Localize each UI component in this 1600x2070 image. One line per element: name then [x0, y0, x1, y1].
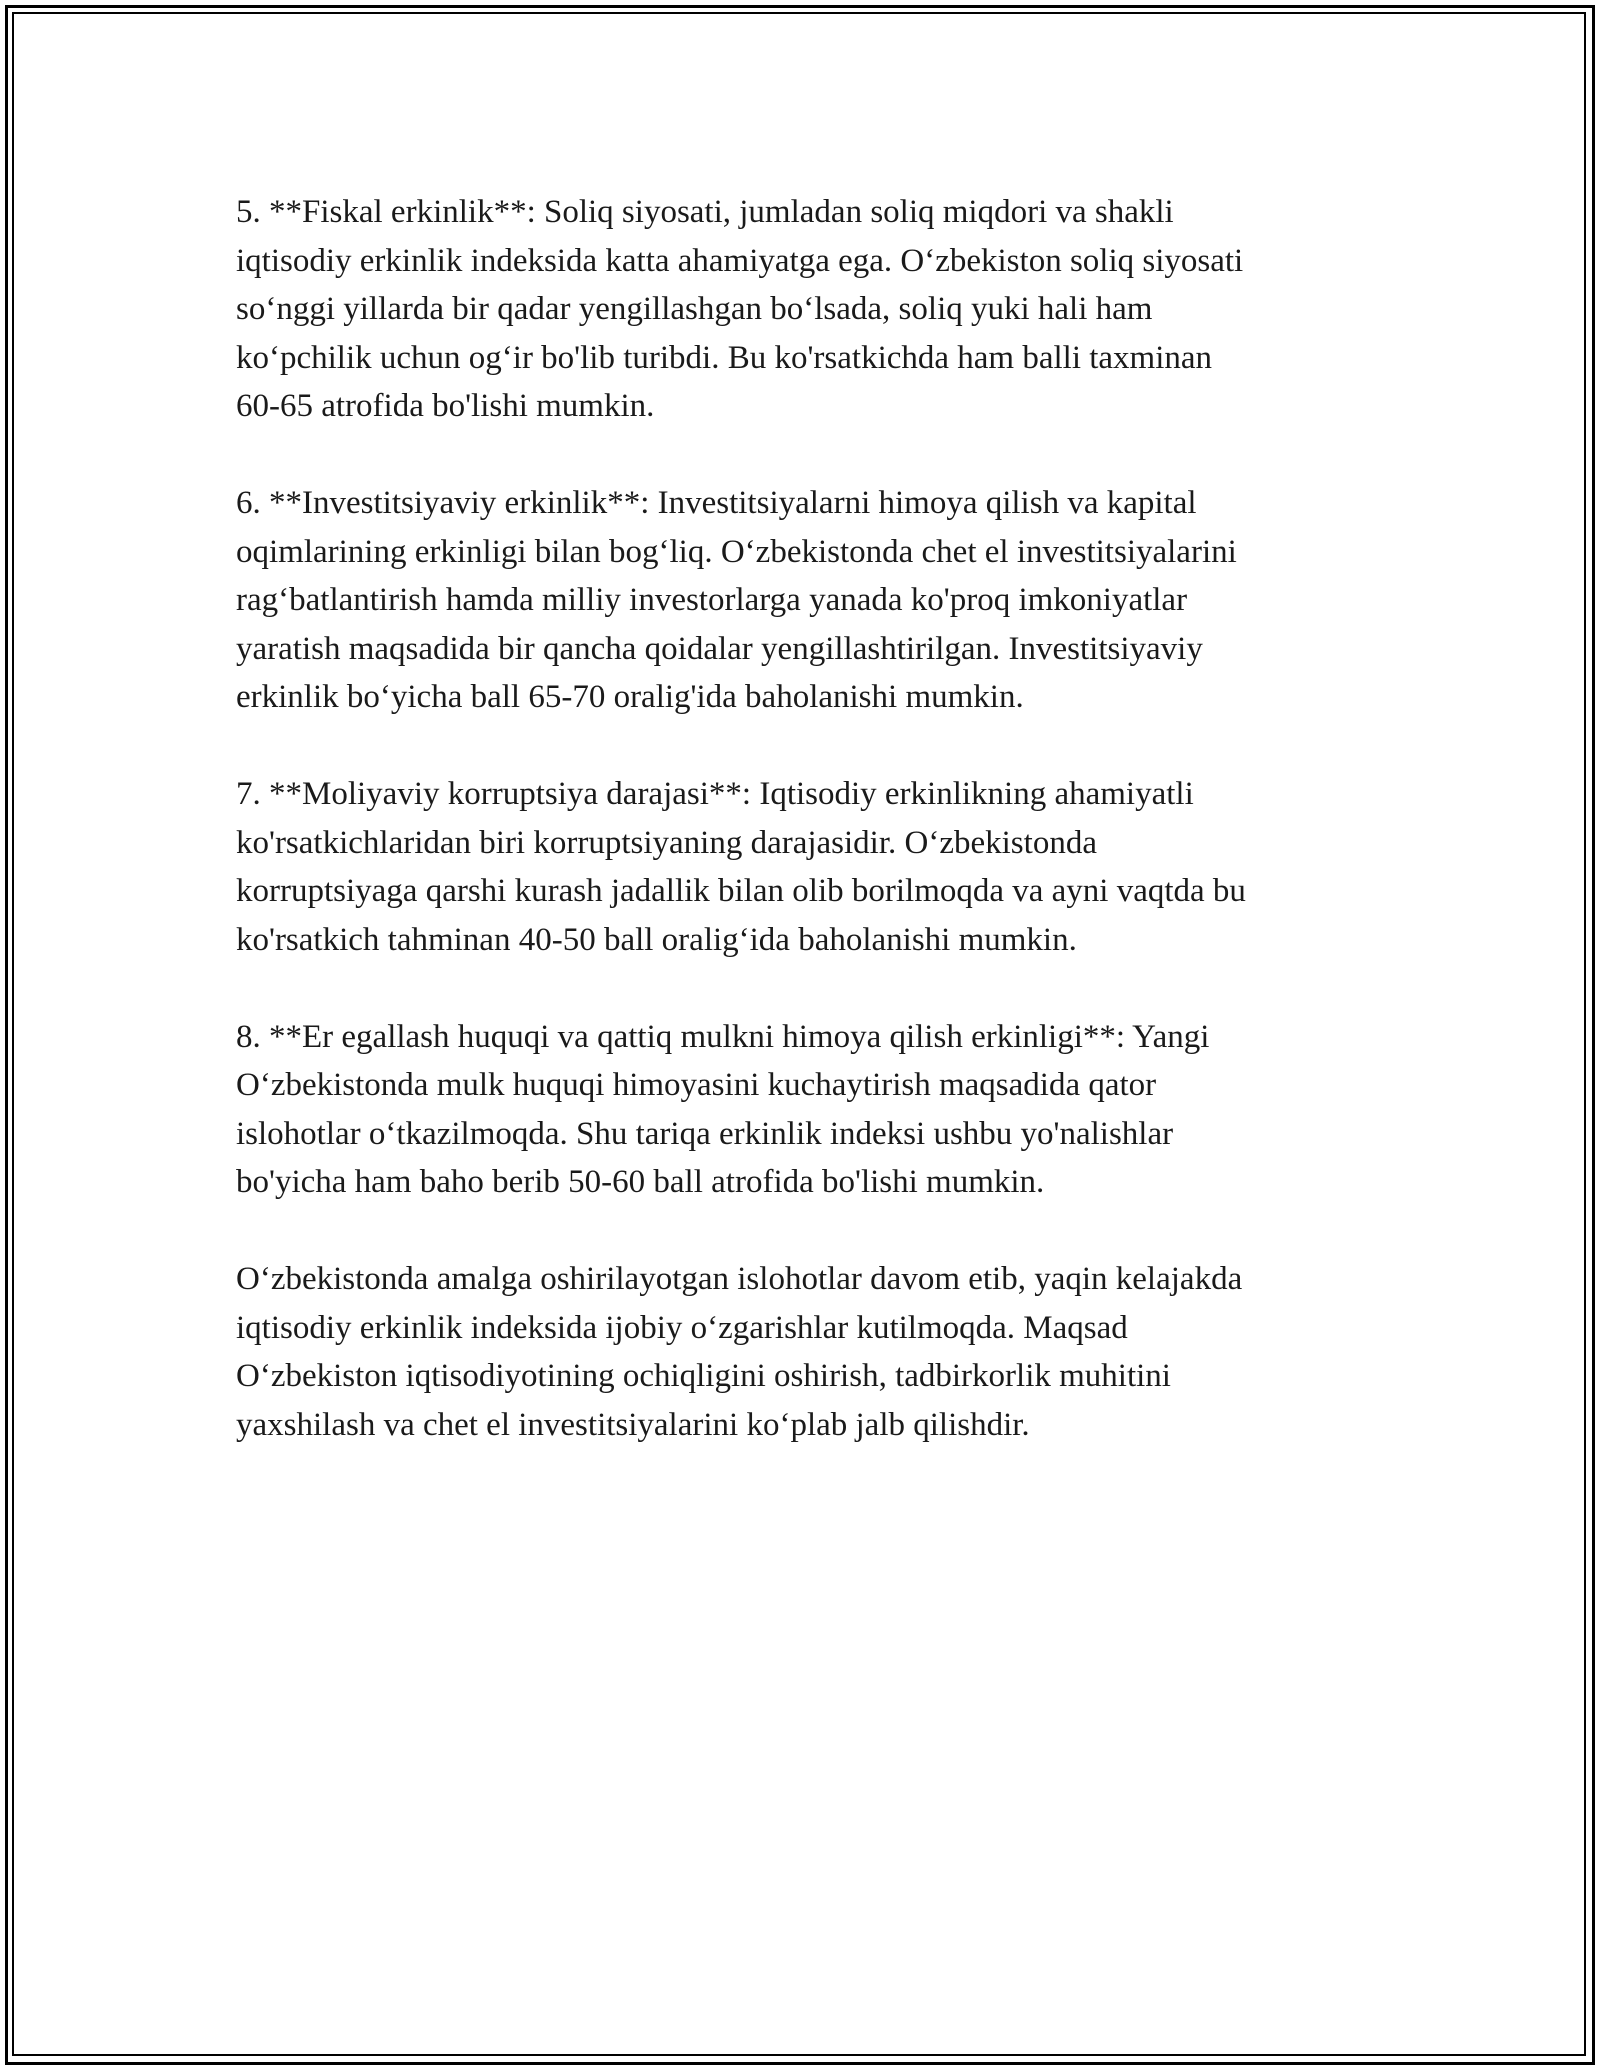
paragraph-corruption-level: 7. **Moliyaviy korruptsiya darajasi**: Iqtisodiy erkinlikning ahamiyatli ko'rsatkichlaridan biri korruptsiyaning darajasidir. O‘zbekistonda korruptsiyaga qarshi kurash jadallik bilan olib borilmoqda va ayni vaqtda bu ko'rsatkich tahminan 40-50 ball oralig‘ida baholanishi mumkin. — [236, 776, 1246, 958]
document-body — [236, 188, 1386, 1498]
paragraph-investment-freedom: 6. **Investitsiyaviy erkinlik**: Investitsiyalarni himoya qilish va kapital oqimlarining erkinligi bilan bog‘liq. O‘zbekistonda chet el investitsiyalarini rag‘batlantirish hamda milliy investorlarga yanada ko'proq imkoniyatlar yaratish maqsadida bir qancha qoidalar yengillashtirilgan. Investitsiyaviy erkinlik bo‘yicha ball 65-70 oralig'ida baholanishi mumkin. — [236, 485, 1237, 715]
paragraph-conclusion: O‘zbekistonda amalga oshirilayotgan islohotlar davom etib, yaqin kelajakda iqtisodiy erkinlik indeksida ijobiy o‘zgarishlar kutilmoqda. Maqsad O‘zbekiston iqtisodiyotining ochiqligini oshirish, tadbirkorlik muhitini yaxshilash va chet el investitsiyalarini ko‘plab jalb qilishdir. — [236, 1261, 1243, 1443]
paragraph-property-rights: 8. **Er egallash huquqi va qattiq mulkni himoya qilish erkinligi**: Yangi O‘zbekistonda mulk huquqi himoyasini kuchaytirish maqsadida qator islohotlar o‘tkazilmoqda. Shu tariqa erkinlik indeksi ushbu yo'nalishlar bo'yicha ham baho berib 50-60 ball atrofida bo'lishi mumkin. — [236, 1018, 1210, 1200]
paragraph-fiscal-freedom: 5. **Fiskal erkinlik**: Soliq siyosati, jumladan soliq miqdori va shakli iqtisodiy erkinlik indeksida katta ahamiyatga ega. O‘zbekiston soliq siyosati so‘nggi yillarda bir qadar yengillashgan bo‘lsada, soliq yuki hali ham ko‘pchilik uchun og‘ir bo'lib turibdi. Bu ko'rsatkichda ham balli taxminan 60-65 atrofida bo'lishi mumkin. — [236, 194, 1244, 424]
